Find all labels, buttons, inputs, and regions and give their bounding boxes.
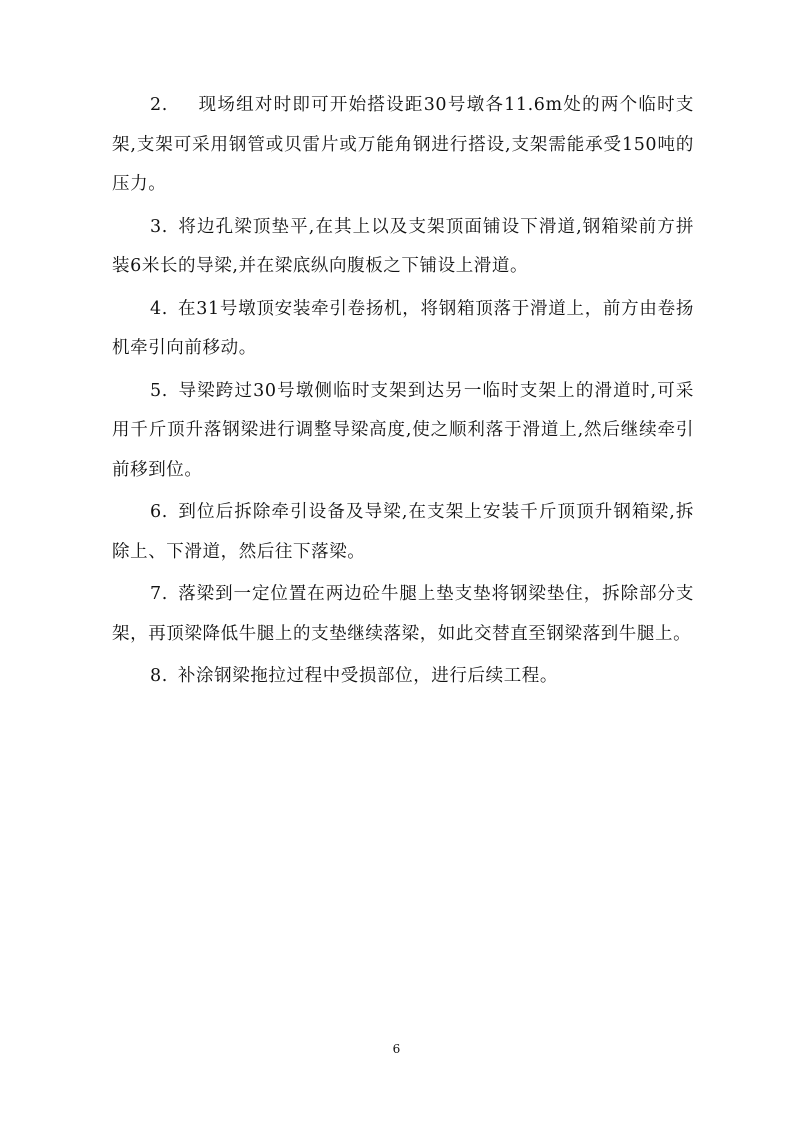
step-number: 2.	[150, 95, 168, 115]
step-number: 7.	[150, 584, 168, 604]
paragraph-step-7	[112, 575, 694, 654]
step-text: 现场组对时即可开始搭设距30号墩各11.6m处的两个临时支架,支架可采用钢管或贝雷片或万能角钢进行搭设,支架需能承受150吨的压力。	[112, 95, 694, 194]
paragraph-step-8	[112, 657, 694, 697]
step-number: 3.	[150, 216, 168, 237]
step-text: 补涂钢梁拖拉过程中受损部位，进行后续工程。	[177, 666, 559, 686]
document-body	[112, 86, 694, 700]
paragraph-step-4	[112, 290, 694, 369]
step-number: 4.	[150, 298, 168, 319]
step-number: 5.	[150, 380, 168, 401]
paragraph-step-2	[112, 86, 694, 205]
step-text: 将边孔梁顶垫平,在其上以及支架顶面铺设下滑道,钢箱梁前方拼装6米长的导梁,并在梁底纵向腹板之下铺设上滑道。	[112, 216, 694, 276]
step-text: 到位后拆除牵引设备及导梁,在支架上安装千斤顶顶升钢箱梁,拆除上、下滑道，然后往下落梁。	[112, 502, 694, 562]
step-number: 6.	[150, 502, 168, 522]
step-text: 落梁到一定位置在两边砼牛腿上垫支垫将钢梁垫住，拆除部分支架，再顶梁降低牛腿上的支垫继续落梁，如此交替直至钢梁落到牛腿上。	[112, 584, 694, 644]
paragraph-step-6	[112, 493, 694, 572]
page-number: 6	[392, 1042, 401, 1056]
step-text: 在31号墩顶安装牵引卷扬机，将钢箱顶落于滑道上，前方由卷扬机牵引向前移动。	[112, 298, 694, 358]
paragraph-step-5	[112, 372, 694, 491]
step-text: 导梁跨过30号墩侧临时支架到达另一临时支架上的滑道时,可采用千斤顶升落钢梁进行调整导梁高度,使之顺利落于滑道上,然后继续牵引前移到位。	[112, 380, 694, 480]
step-number: 8.	[150, 666, 168, 686]
paragraph-step-3	[112, 208, 694, 287]
